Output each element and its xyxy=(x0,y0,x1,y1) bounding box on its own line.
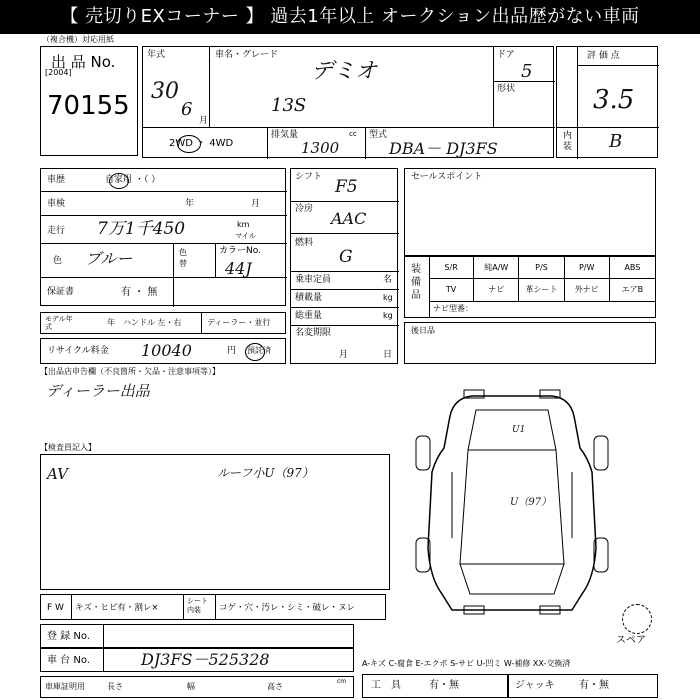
color-value: ブルー xyxy=(85,249,133,268)
rating-label: 評 価 点 xyxy=(587,51,620,61)
registration-row xyxy=(40,624,354,648)
recycle-circle xyxy=(245,343,265,361)
seat-label: シート内装 xyxy=(187,597,208,614)
tools-row xyxy=(362,674,508,698)
inspector-note-roof: ルーフ小U（97） xyxy=(217,466,314,480)
ac-label: 冷房 xyxy=(295,204,314,214)
colorno-value: 44J xyxy=(225,259,252,278)
drive-circle xyxy=(177,135,201,153)
equipment-item: 外ナビ xyxy=(565,279,610,301)
auction-banner: 【 売切りEXコーナー 】 過去1年以上 オークション出品歴がない車両 xyxy=(0,0,700,34)
door-label: ドア xyxy=(497,50,515,60)
displacement-unit: cc xyxy=(349,130,357,138)
sales-point-label: セールスポイント xyxy=(411,172,483,182)
rireki-value: 自家用 ・（ ） xyxy=(105,175,161,185)
lot-number: 70155 xyxy=(47,91,130,121)
dealer-label: ディーラー・並行 xyxy=(207,318,271,327)
rating-score: 3.5 xyxy=(593,85,635,115)
mileage-mile: マイル xyxy=(235,232,256,240)
spare-label: スペア xyxy=(616,635,646,646)
lot-box xyxy=(40,46,138,156)
model-year-label: モデル年式 xyxy=(45,315,73,331)
gross-unit: kg xyxy=(383,311,393,320)
equipment-item: P/W xyxy=(565,257,610,279)
damage-mark-roof: U1 xyxy=(512,425,526,435)
equipment-item: ナビ xyxy=(474,279,519,301)
cert-label: 車庫証明用 xyxy=(45,682,85,691)
jack-label: ジャッキ xyxy=(515,680,555,691)
rating-box xyxy=(556,46,658,158)
equipment-item: ABS xyxy=(610,257,655,279)
navi-type-label: ナビ型番： xyxy=(433,304,473,313)
interior-value: B xyxy=(609,131,623,152)
equipment-grid xyxy=(429,257,655,301)
equipment-label: 装備品 xyxy=(411,264,421,301)
vehicle-box xyxy=(142,46,554,158)
equipment-item: S/R xyxy=(429,257,474,279)
fuel-label: 燃料 xyxy=(295,238,314,248)
inspector-box xyxy=(40,454,390,590)
expiry-label: 名変期限 xyxy=(295,328,332,338)
displacement-value: 1300 xyxy=(301,139,340,157)
mileage-value: 7万1千450 xyxy=(97,219,186,239)
cert-unit: cm xyxy=(337,678,347,685)
fw-label: F W xyxy=(47,603,64,613)
equipment-box xyxy=(404,256,656,318)
name-value: デミオ xyxy=(311,59,378,84)
recycle-value: 10040 xyxy=(141,341,192,360)
tools-label: 工 具 xyxy=(371,680,401,691)
equipment-item: TV xyxy=(429,279,474,301)
shape-label: 形状 xyxy=(497,84,516,94)
recycle-status: 預託済 xyxy=(247,346,271,355)
equipment-item: 純A/W xyxy=(474,257,519,279)
color-change-label: 色替 xyxy=(179,248,187,268)
inspector-note-av: AV xyxy=(47,465,68,483)
fw-row xyxy=(40,594,386,620)
cert-length: 長さ xyxy=(107,682,123,691)
lot-year-tag: [2004] xyxy=(45,68,72,77)
interior-label: 内装 xyxy=(563,131,573,152)
ac-value: AAC xyxy=(331,209,367,228)
seller-notes-label: 【出品店申告欄（不良箇所・欠品・注意事項等）】 xyxy=(40,367,220,376)
shaken-month: 月 xyxy=(251,199,261,209)
fw-text: キズ・ヒビ有・割レ× xyxy=(75,603,159,613)
equipment-item: 革シート xyxy=(519,279,564,301)
grade-value: 13S xyxy=(271,95,307,116)
name-label: 車名・グレード xyxy=(215,50,279,60)
cert-width: 幅 xyxy=(187,682,195,691)
registration-label: 登 録 No. xyxy=(47,631,90,642)
door-value: 5 xyxy=(521,61,533,82)
fuel-value: G xyxy=(339,247,353,267)
year-label: 年式 xyxy=(147,50,166,60)
later-items-box xyxy=(404,322,656,364)
colorno-label: カラーNo. xyxy=(219,246,261,256)
load-unit: kg xyxy=(383,293,393,302)
model-value: DBA－ DJ3FS xyxy=(389,139,498,158)
chassis-value: DJ3FS－525328 xyxy=(141,650,270,669)
year-value: 30 xyxy=(151,79,179,104)
shift-label: シフト xyxy=(295,172,323,182)
mileage-km: km xyxy=(237,220,250,229)
rireki-circle xyxy=(109,173,129,189)
warranty-label: 保証書 xyxy=(47,287,75,297)
shaken-year: 年 xyxy=(185,199,195,209)
jack-value: 有・無 xyxy=(579,680,609,691)
seat-text: コゲ・穴・汚レ・シミ・破レ・ヌレ xyxy=(219,603,356,613)
shift-value: F5 xyxy=(335,177,358,197)
expiry-month: 月 xyxy=(339,350,349,360)
paper-note: （複合機）対応用紙 xyxy=(42,35,114,44)
expiry-day: 日 xyxy=(383,350,393,360)
model-year-unit: 年 xyxy=(107,318,115,327)
later-label: 後日品 xyxy=(411,326,435,335)
jack-row xyxy=(508,674,658,698)
specs-box xyxy=(290,168,398,364)
damage-mark-body: U（97） xyxy=(510,497,552,508)
drive-label: 2WD ・ 4WD xyxy=(169,138,234,149)
gross-label: 総重量 xyxy=(295,311,323,321)
load-label: 積載量 xyxy=(295,293,323,303)
lot-label: 出 品 No. xyxy=(51,53,116,71)
sales-point-box xyxy=(404,168,656,256)
equipment-item: P/S xyxy=(519,257,564,279)
recycle-label: リサイクル料金 xyxy=(47,346,109,356)
capacity-label: 乗車定員 xyxy=(295,275,332,285)
rireki-label: 車歴 xyxy=(47,175,66,185)
recycle-row xyxy=(40,338,286,364)
model-info-row xyxy=(40,312,286,334)
capacity-unit: 名 xyxy=(383,275,393,285)
displacement-label: 排気量 xyxy=(271,130,299,140)
seller-notes-value: ディーラー出品 xyxy=(46,382,150,400)
spare-tire-icon xyxy=(622,604,652,634)
month-value: 6 xyxy=(181,99,193,120)
warranty-value: 有 ・ 無 xyxy=(121,287,158,298)
color-label: 色 xyxy=(53,256,63,266)
cert-row xyxy=(40,676,354,698)
handle-label: ハンドル 左・右 xyxy=(123,318,182,327)
month-unit: 月 xyxy=(199,116,209,126)
inspector-label: 【検査員記入】 xyxy=(40,443,96,452)
chassis-row xyxy=(40,648,354,672)
shaken-label: 車検 xyxy=(47,199,66,209)
history-box xyxy=(40,168,286,306)
chassis-label: 車 台 No. xyxy=(47,655,90,666)
model-label: 型式 xyxy=(369,130,388,140)
tools-value: 有・無 xyxy=(429,680,459,691)
damage-legend: A-キズ C-腐食 E-エクボ S-サビ U-凹ミ W-補修 XX-交換済 xyxy=(362,659,571,668)
cert-height: 高さ xyxy=(267,682,283,691)
recycle-unit: 円 xyxy=(227,346,237,356)
equipment-item: エアB xyxy=(621,285,644,294)
mileage-label: 走行 xyxy=(47,226,66,236)
